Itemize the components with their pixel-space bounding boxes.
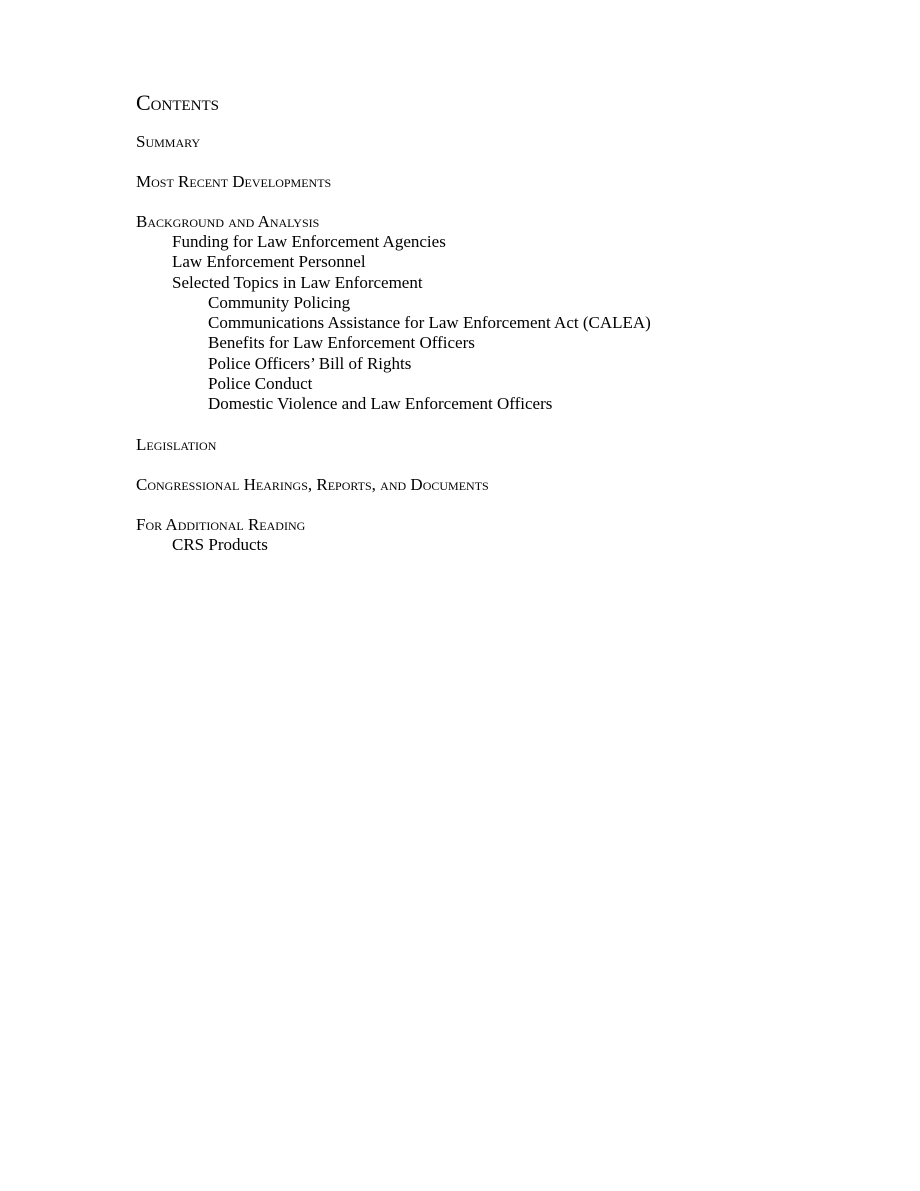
toc-section-congressional-hearings [136,475,876,495]
toc-subentry: Police Conduct [208,374,313,394]
toc-subentry: Domestic Violence and Law Enforcement Officers [208,394,553,414]
toc-subentry: Police Officers’ Bill of Rights [208,353,412,373]
toc-section-most-recent-developments [136,172,876,192]
section-heading: Background and Analysis [136,212,320,231]
toc-entry: Law Enforcement Personnel [172,252,366,272]
section-heading: Congressional Hearings, Reports, and Documents [136,474,489,494]
toc-subentry: Benefits for Law Enforcement Officers [208,333,475,353]
toc-section-summary [136,132,876,152]
toc-entry: Funding for Law Enforcement Agencies [172,232,446,251]
section-heading: For Additional Reading [136,514,306,534]
section-heading: Summary [136,132,201,151]
toc-section-legislation [136,435,876,455]
toc-subentry: Communications Assistance for Law Enforcement Act (CALEA) [208,313,651,333]
page-title: Contents [136,90,220,115]
toc-entry: Selected Topics in Law Enforcement [172,272,423,292]
toc-entry: CRS Products [172,534,268,554]
toc-subentry: Community Policing [208,292,351,312]
section-heading: Legislation [136,434,217,454]
toc-section-for-additional-reading [136,515,876,555]
toc-section-background-and-analysis [136,212,876,415]
document-page [136,88,876,575]
section-heading: Most Recent Developments [136,172,332,191]
